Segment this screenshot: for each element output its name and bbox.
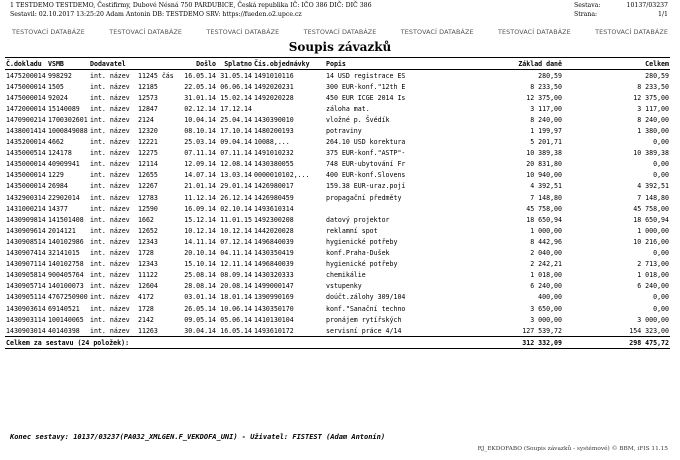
table-cell: 2142 — [138, 315, 154, 324]
table-cell: 5 201,71 — [530, 138, 562, 147]
table-cell: servisní práce 4/14 — [326, 326, 402, 335]
table-cell: 30.04.14 — [184, 326, 216, 335]
table-cell: 10 940,00 — [526, 171, 562, 180]
table-cell: int. název — [90, 104, 130, 113]
test-database-watermark — [12, 28, 668, 36]
table-cell: 29.01.14 — [220, 182, 252, 191]
table-cell: 1480200193 — [254, 127, 294, 136]
table-cell: 1491010232 — [254, 149, 294, 158]
table-cell: 7 148,80 — [530, 193, 562, 202]
table-cell: 1430390010 — [254, 115, 294, 124]
table-cell: 1492300208 — [254, 215, 294, 224]
table-cell: 3 117,00 — [530, 104, 562, 113]
table-cell: 1442020028 — [254, 226, 294, 235]
table-cell: 12847 — [138, 104, 158, 113]
table-cell: 92024 — [48, 93, 68, 102]
table-cell: 20.10.14 — [184, 249, 216, 258]
table-cell: 10 216,00 — [633, 237, 669, 246]
table-cell: 07.11.14 — [220, 149, 252, 158]
table-cell: 22902014 — [48, 193, 80, 202]
table-cell: 1 000,00 — [637, 226, 669, 235]
table-cell: 07.11.14 — [184, 149, 216, 158]
table-cell: 28.08.14 — [184, 282, 216, 291]
watermark-text: TESTOVACÍ DATABÁZE — [497, 28, 571, 36]
column-header: Došlo — [181, 58, 217, 70]
table-cell: 12573 — [138, 93, 158, 102]
table-cell: 12 375,00 — [633, 93, 669, 102]
table-row — [5, 103, 670, 114]
table-cell: 375 EUR-konf."ASTP"- — [326, 149, 406, 158]
table-cell: 1475200014 — [6, 71, 46, 80]
table-row — [5, 192, 670, 203]
table-cell: 1470900214 — [6, 115, 46, 124]
table-cell: 20 831,80 — [526, 160, 562, 169]
table-cell: 1435000014 — [6, 160, 46, 169]
table-cell: 1728 — [138, 304, 154, 313]
table-cell: 12343 — [138, 260, 158, 269]
table-cell: 748 EUR-ubytování Fr — [326, 160, 406, 169]
total-row — [5, 337, 670, 349]
column-header: VSMB — [47, 58, 89, 70]
strana-value: 1/1 — [658, 11, 668, 18]
table-row — [5, 181, 670, 192]
table-cell: 1 000,00 — [530, 226, 562, 235]
table-cell: 0,00 — [653, 304, 669, 313]
report-end-footer: Konec sestavy: 10137/03237(PA032_XMLGEN.F_VEKDOFA_UNI) - Uživatel: FISTEST (Adam Antonín) — [10, 433, 386, 441]
table-cell: doúčt.zálohy 309/104 — [326, 293, 406, 302]
table-cell: 1430350170 — [254, 304, 294, 313]
table-cell: 140102758 — [48, 260, 84, 269]
table-header-row — [5, 58, 670, 70]
table-cell: 02.12.14 — [184, 104, 216, 113]
table-cell: 0000010102,... — [254, 171, 310, 180]
table-cell: 6 240,00 — [637, 282, 669, 291]
table-cell: 1493610314 — [254, 204, 294, 213]
table-row — [5, 70, 670, 82]
table-cell: 280,59 — [645, 71, 669, 80]
table-cell: int. název — [90, 215, 130, 224]
table-cell: datový projektor — [326, 215, 390, 224]
company-header: 1 TESTDEMO TESTDEMO, Čestifirmy, Dubové Nésná 750 PARDUBICE, Česká republika IČ: IČO 386 DIČ: DIČ 386 — [10, 2, 372, 9]
table-cell: 12221 — [138, 138, 158, 147]
table-cell: 1438001414 — [6, 127, 46, 136]
table-cell: 18 650,94 — [526, 215, 562, 224]
table-cell: 264.10 USD korektura — [326, 138, 406, 147]
table-cell: 10.06.14 — [220, 304, 252, 313]
table-row — [5, 225, 670, 236]
table-cell: 1426980459 — [254, 193, 294, 202]
table-cell: int. název — [90, 293, 130, 302]
table-cell: 1 380,00 — [637, 127, 669, 136]
table-cell: 7 148,80 — [637, 193, 669, 202]
payables-table — [5, 57, 670, 349]
table-cell: 12343 — [138, 237, 158, 246]
table-cell: 09.04.14 — [220, 138, 252, 147]
table-cell: 11263 — [138, 326, 158, 335]
table-cell: 25.04.14 — [220, 115, 252, 124]
table-cell: int. název — [90, 271, 130, 280]
table-cell: 3 650,00 — [530, 304, 562, 313]
table-cell: 140102986 — [48, 237, 84, 246]
table-cell: 1472000014 — [6, 104, 46, 113]
table-cell: 17.10.14 — [220, 127, 252, 136]
table-cell: int. název — [90, 82, 130, 91]
table-cell: int. název — [90, 249, 130, 258]
watermark-text: TESTOVACÍ DATABÁZE — [400, 28, 474, 36]
table-cell: 18 650,94 — [633, 215, 669, 224]
table-cell: 04.11.14 — [220, 249, 252, 258]
table-cell: 32141015 — [48, 249, 80, 258]
table-cell: 1430905814 — [6, 271, 46, 280]
column-header: Splatno — [217, 58, 253, 70]
table-cell: 14 USD registrace ES — [326, 71, 406, 80]
table-row — [5, 236, 670, 247]
table-cell: vložné p. Švédík — [326, 115, 390, 124]
table-cell: 14.11.14 — [184, 237, 216, 246]
table-row — [5, 325, 670, 337]
watermark-text: TESTOVACÍ DATABÁZE — [12, 28, 85, 36]
table-cell: 40140398 — [48, 326, 80, 335]
table-cell: 2124 — [138, 115, 154, 124]
table-cell: 1475000014 — [6, 82, 46, 91]
table-cell: 1493610172 — [254, 326, 294, 335]
table-cell: 4 392,51 — [530, 182, 562, 191]
page-title: Soupis závazků — [288, 40, 392, 54]
table-cell: 1492020231 — [254, 82, 294, 91]
table-cell: 450 EUR ICGE 2014 Is — [326, 93, 406, 102]
table-cell: 18.01.14 — [220, 293, 252, 302]
table-row — [5, 281, 670, 292]
table-cell: 08.10.14 — [184, 127, 216, 136]
table-cell — [253, 103, 325, 114]
table-cell: 8 442,96 — [530, 237, 562, 246]
table-cell: vstupenky — [326, 282, 362, 291]
table-cell: 1426980017 — [254, 182, 294, 191]
table-cell: 1390990169 — [254, 293, 294, 302]
table-cell: 08.09.14 — [220, 271, 252, 280]
table-cell: 4662 — [48, 138, 64, 147]
table-cell: int. název — [90, 171, 130, 180]
table-cell: pronájem rytířských — [326, 315, 402, 324]
table-cell: 900405764 — [48, 271, 84, 280]
table-cell: 10.12.14 — [220, 226, 252, 235]
table-cell: 15.02.14 — [220, 93, 252, 102]
table-cell: 1431000214 — [6, 204, 46, 213]
table-cell: 1435000014 — [6, 171, 46, 180]
table-cell: 12655 — [138, 171, 158, 180]
table-cell: 12590 — [138, 204, 158, 213]
table-cell: 1430903614 — [6, 304, 46, 313]
table-cell: 10.04.14 — [184, 115, 216, 124]
table-cell: 1430905114 — [6, 293, 46, 302]
table-cell: int. název — [90, 237, 130, 246]
table-cell: 2 040,00 — [530, 249, 562, 258]
table-row — [5, 148, 670, 159]
table-cell: 12783 — [138, 193, 158, 202]
table-row — [5, 314, 670, 325]
table-cell: 12604 — [138, 282, 158, 291]
table-cell: int. název — [90, 182, 130, 191]
table-cell: 1 018,00 — [530, 271, 562, 280]
column-header: Základ daně — [455, 58, 563, 70]
table-cell: 127 539,72 — [522, 326, 562, 335]
total-celkem: 298 475,72 — [563, 337, 670, 349]
table-cell: 06.06.14 — [220, 82, 252, 91]
table-cell: 20.08.14 — [220, 282, 252, 291]
table-cell: 300 EUR-konf."12th E — [326, 82, 406, 91]
table-cell: 0,00 — [653, 160, 669, 169]
table-cell: 124178 — [48, 149, 72, 158]
table-row — [5, 259, 670, 270]
table-cell: 12114 — [138, 160, 158, 169]
table-cell: 1496840039 — [254, 237, 294, 246]
table-cell: int. název — [90, 204, 130, 213]
table-cell: 1430909614 — [6, 226, 46, 235]
table-cell: 16.05.14 — [220, 326, 252, 335]
table-cell: 1430320333 — [254, 271, 294, 280]
table-cell: 09.05.14 — [184, 315, 216, 324]
table-cell: int. název — [90, 138, 130, 147]
table-cell: 1491010116 — [254, 71, 294, 80]
table-cell: 12267 — [138, 182, 158, 191]
strana-label: Strana: — [574, 11, 598, 18]
sestava-value: 10137/03237 — [626, 2, 668, 9]
table-cell: 0,00 — [653, 171, 669, 180]
table-row — [5, 303, 670, 314]
watermark-text: TESTOVACÍ DATABÁZE — [595, 28, 668, 36]
table-cell: 11.12.14 — [184, 193, 216, 202]
table-cell: 1 199,97 — [530, 127, 562, 136]
table-cell: int. název — [90, 304, 130, 313]
table-cell: 8 233,50 — [530, 82, 562, 91]
table-cell: 15.12.14 — [184, 215, 216, 224]
table-cell: 15.10.14 — [184, 260, 216, 269]
column-header: Popis — [325, 58, 455, 70]
table-cell: 11245 čás — [138, 71, 174, 80]
table-row — [5, 137, 670, 148]
table-cell: int. název — [90, 115, 130, 124]
table-cell: 14377 — [48, 204, 68, 213]
table-cell: 1728 — [138, 249, 154, 258]
watermark-text: TESTOVACÍ DATABÁZE — [206, 28, 280, 36]
table-cell: 140100073 — [48, 282, 84, 291]
table-cell: 0,00 — [653, 249, 669, 258]
table-cell: 03.01.14 — [184, 293, 216, 302]
table-cell: int. název — [90, 71, 130, 80]
table-cell: 1435000514 — [6, 149, 46, 158]
table-row — [5, 125, 670, 136]
column-header — [137, 58, 181, 70]
table-cell: int. název — [90, 326, 130, 335]
table-cell: 12.11.14 — [220, 260, 252, 269]
table-row — [5, 248, 670, 259]
table-cell: 12320 — [138, 127, 158, 136]
table-cell: 13.03.14 — [220, 171, 252, 180]
table-cell: 1499000147 — [254, 282, 294, 291]
table-cell: 4172 — [138, 293, 154, 302]
table-cell: int. název — [90, 193, 130, 202]
table-cell: 8 240,00 — [530, 115, 562, 124]
table-cell: 1430909814 — [6, 215, 46, 224]
table-cell: konf.Praha-Dušek — [326, 249, 390, 258]
table-cell: 14.07.14 — [184, 171, 216, 180]
table-cell: 1430907414 — [6, 249, 46, 258]
table-cell: 12 375,00 — [526, 93, 562, 102]
table-cell: 26.05.14 — [184, 304, 216, 313]
table-cell: 45 758,00 — [526, 204, 562, 213]
table-cell: potraviny — [326, 127, 362, 136]
table-cell: 154 323,00 — [629, 326, 669, 335]
table-row — [5, 203, 670, 214]
table-cell: 1430380055 — [254, 160, 294, 169]
table-cell: 1435000014 — [6, 182, 46, 191]
table-row — [5, 92, 670, 103]
table-cell: int. název — [90, 260, 130, 269]
table-cell: hygienické potřeby — [326, 237, 398, 246]
table-cell: konf."Sanační techno — [326, 304, 406, 313]
table-cell: 31.01.14 — [184, 93, 216, 102]
table-cell: 3 000,00 — [530, 315, 562, 324]
table-cell: 8 240,00 — [637, 115, 669, 124]
table-cell: 26984 — [48, 182, 68, 191]
table-cell: 998292 — [48, 71, 72, 80]
total-label: Celkem za sestavu (24 položek): — [5, 337, 455, 349]
table-cell: 1430905714 — [6, 282, 46, 291]
table-cell: 1000849088 — [48, 127, 88, 136]
table-cell: int. název — [90, 160, 130, 169]
table-cell — [325, 203, 455, 214]
table-cell: 1435200014 — [6, 138, 46, 147]
table-row — [5, 292, 670, 303]
table-cell: 11.01.15 — [220, 215, 252, 224]
table-row — [5, 214, 670, 225]
table-cell: 1662 — [138, 215, 154, 224]
report-id-footer: RJ_EKDOFABO (Soupis závazků - systémové) © BBM, iFIS 11.15 — [477, 446, 668, 452]
table-cell: 4 392,51 — [637, 182, 669, 191]
table-cell: 02.10.14 — [220, 204, 252, 213]
table-cell: int. název — [90, 149, 130, 158]
table-cell: 8 233,50 — [637, 82, 669, 91]
table-cell: int. název — [90, 282, 130, 291]
report-author-line: Sestavil: 02.10.2017 13:25:20 Adam Antonin DB: TESTDEMO SRV: https://fueden.o2.upce.cz — [10, 11, 302, 18]
table-row — [5, 114, 670, 125]
table-cell: reklamní spot — [326, 226, 378, 235]
table-cell: 10 389,38 — [526, 149, 562, 158]
table-cell: 1432900314 — [6, 193, 46, 202]
table-cell: záloha mat. — [326, 104, 370, 113]
table-cell: 1430350419 — [254, 249, 294, 258]
column-header: Dodavatel — [89, 58, 137, 70]
table-cell: propagační předměty — [326, 193, 402, 202]
watermark-text: TESTOVACÍ DATABÁZE — [303, 28, 377, 36]
table-cell: 1505 — [48, 82, 64, 91]
table-cell: 12652 — [138, 226, 158, 235]
table-cell: 12.09.14 — [184, 160, 216, 169]
table-cell: int. název — [90, 127, 130, 136]
sestava-label: Sestava: — [574, 2, 601, 9]
table-cell: 400,00 — [538, 293, 562, 302]
table-cell: 40909941 — [48, 160, 80, 169]
table-cell: 0,00 — [653, 293, 669, 302]
table-cell: hygienické potřeby — [326, 260, 398, 269]
table-cell: chemikálie — [326, 271, 366, 280]
table-cell: 1430908514 — [6, 237, 46, 246]
table-row — [5, 270, 670, 281]
table-cell: 22.05.14 — [184, 82, 216, 91]
table-cell: 31.05.14 — [220, 71, 252, 80]
table-cell: 10088,... — [254, 138, 290, 147]
table-cell: 25.08.14 — [184, 271, 216, 280]
table-cell: 1 018,00 — [637, 271, 669, 280]
table-cell: 26.12.14 — [220, 193, 252, 202]
total-zaklad: 312 332,09 — [455, 337, 563, 349]
table-cell: 2014121 — [48, 226, 76, 235]
table-cell: 1430903114 — [6, 315, 46, 324]
column-header: Čís.objednávky — [253, 58, 325, 70]
table-cell: 21.01.14 — [184, 182, 216, 191]
table-cell: 100140065 — [48, 315, 84, 324]
table-cell: 1229 — [48, 171, 64, 180]
table-cell: 141501408 — [48, 215, 84, 224]
table-cell: 1430903014 — [6, 326, 46, 335]
table-cell: 4767250900 — [48, 293, 88, 302]
table-cell: int. název — [90, 226, 130, 235]
table-cell: 11122 — [138, 271, 158, 280]
table-cell: 16.09.14 — [184, 204, 216, 213]
table-cell: 1475000014 — [6, 93, 46, 102]
table-cell: 3 117,00 — [637, 104, 669, 113]
table-cell: 25.03.14 — [184, 138, 216, 147]
table-cell: 1700302601 — [48, 115, 88, 124]
table-row — [5, 170, 670, 181]
table-cell: 12185 — [138, 82, 158, 91]
table-cell: 15140089 — [48, 104, 80, 113]
table-cell: 280,59 — [538, 71, 562, 80]
table-cell: 0,00 — [653, 138, 669, 147]
column-header: Č.dokladu — [5, 58, 47, 70]
table-cell: 69140521 — [48, 304, 80, 313]
table-cell: int. název — [90, 93, 130, 102]
table-cell: 159.38 EUR-uraz.pojí — [326, 182, 406, 191]
table-cell: 17.12.14 — [220, 104, 252, 113]
table-cell: 12.08.14 — [220, 160, 252, 169]
table-cell: 400 EUR-konf.Slovens — [326, 171, 406, 180]
table-cell: 10.12.14 — [184, 226, 216, 235]
table-cell: 2 242,21 — [530, 260, 562, 269]
table-cell: 6 240,00 — [530, 282, 562, 291]
table-cell: 1496840039 — [254, 260, 294, 269]
table-cell: 05.06.14 — [220, 315, 252, 324]
table-cell: 07.12.14 — [220, 237, 252, 246]
table-cell: 1430907114 — [6, 260, 46, 269]
table-cell: 10 389,38 — [633, 149, 669, 158]
table-cell: int. název — [90, 315, 130, 324]
table-cell: 1410130104 — [254, 315, 294, 324]
table-cell: 3 000,00 — [637, 315, 669, 324]
table-cell: 45 758,00 — [633, 204, 669, 213]
watermark-text: TESTOVACÍ DATABÁZE — [109, 28, 183, 36]
table-cell: 1492020228 — [254, 93, 294, 102]
table-cell: 12275 — [138, 149, 158, 158]
column-header: Celkem — [563, 58, 670, 70]
table-cell: 16.05.14 — [184, 71, 216, 80]
table-row — [5, 81, 670, 92]
table-cell: 2 713,00 — [637, 260, 669, 269]
table-row — [5, 159, 670, 170]
